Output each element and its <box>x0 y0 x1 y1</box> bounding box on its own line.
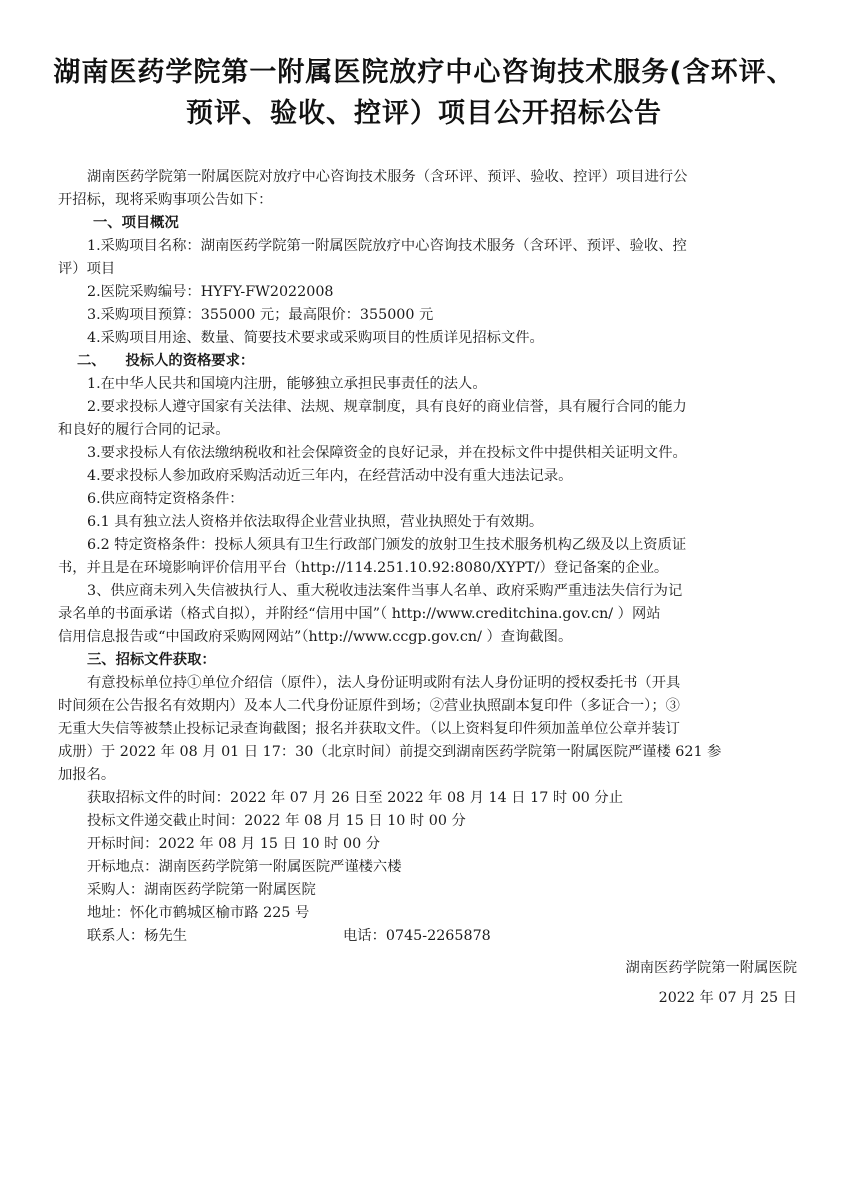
contact-phone: 电话：0745-2265878 <box>343 928 491 944</box>
section-1-heading: 一、项目概况 <box>93 215 179 231</box>
requirement-6-2-line-2: 书，并且是在环境影响评价信用平台（http://114.251.10.92:8080/XYPT/）登记备案的企业。 <box>58 560 669 576</box>
project-name-line-2: 评）项目 <box>58 261 116 277</box>
address: 地址：怀化市鹤城区榆市路 225 号 <box>87 905 310 921</box>
project-name-line-1: 1.采购项目名称：湖南医药学院第一附属医院放疗中心咨询技术服务（含环评、预评、验收、控 <box>87 238 687 254</box>
contact-person: 联系人：杨先生 <box>87 928 188 944</box>
requirement-3: 3.要求投标人有依法缴纳税收和社会保障资金的良好记录，并在投标文件中提供相关证明文件。 <box>87 445 687 461</box>
credit-requirement-line-2: 录名单的书面承诺（格式自拟），并附经“信用中国”（ http://www.creditchina.gov.cn/ ）网站 <box>58 606 661 622</box>
title-line-2: 预评、验收、控评）项目公开招标公告 <box>186 98 662 129</box>
credit-requirement-line-1: 3、供应商未列入失信被执行人、重大税收违法案件当事人名单、政府采购严重违法失信行为记 <box>87 583 683 599</box>
requirement-1: 1.在中华人民共和国境内注册，能够独立承担民事责任的法人。 <box>87 376 487 392</box>
intro-line-1: 湖南医药学院第一附属医院对放疗中心咨询技术服务（含环评、预评、验收、控评）项目进行公 <box>87 169 688 185</box>
footer-organization: 湖南医药学院第一附属医院 <box>625 960 797 976</box>
document-title <box>40 52 808 134</box>
document-acquisition-time: 获取招标文件的时间：2022 年 07 月 26 日至 2022 年 08 月 14 日 17 时 00 分止 <box>87 790 624 806</box>
requirement-2-line-1: 2.要求投标人遵守国家有关法律、法规、规章制度，具有良好的商业信誉，具有履行合同的能力 <box>87 399 687 415</box>
section-2-heading: 二、 投标人的资格要求： <box>77 353 255 369</box>
project-purpose: 4.采购项目用途、数量、简要技术要求或采购项目的性质详见招标文件。 <box>87 330 544 346</box>
intro-line-2: 开招标，现将采购事项公告如下： <box>58 192 273 208</box>
credit-requirement-line-3: 信用信息报告或“中国政府采购网网站”（http://www.ccgp.gov.cn/ ）查询截图。 <box>58 629 573 645</box>
requirement-2-line-2: 和良好的履行合同的记录。 <box>58 422 230 438</box>
registration-line-1: 有意投标单位持①单位介绍信（原件），法人身份证明或附有法人身份证明的授权委托书（开具 <box>87 675 681 691</box>
registration-line-3: 无重大失信等被禁止投标记录查询截图；报名并获取文件。（以上资料复印件须加盖单位公章并装订 <box>58 721 680 737</box>
registration-line-4: 成册）于 2022 年 08 月 01 日 17：30（北京时间）前提交到湖南医药学院第一附属医院严谨楼 621 参 <box>58 744 722 760</box>
footer-date: 2022 年 07 月 25 日 <box>658 990 797 1006</box>
bid-opening-time: 开标时间：2022 年 08 月 15 日 10 时 00 分 <box>87 836 381 852</box>
project-budget: 3.采购项目预算：355000 元；最高限价：355000 元 <box>87 307 434 323</box>
bid-opening-location: 开标地点：湖南医药学院第一附属医院严谨楼六楼 <box>87 859 402 875</box>
project-code: 2.医院采购编号：HYFY-FW2022008 <box>87 284 334 300</box>
submission-deadline: 投标文件递交截止时间：2022 年 08 月 15 日 10 时 00 分 <box>87 813 466 829</box>
title-line-1: 湖南医药学院第一附属医院放疗中心咨询技术服务(含环评、 <box>53 57 795 88</box>
requirement-4: 4.要求投标人参加政府采购活动近三年内，在经营活动中没有重大违法记录。 <box>87 468 573 484</box>
requirement-6-2-line-1: 6.2 特定资格条件：投标人须具有卫生行政部门颁发的放射卫生技术服务机构乙级及以上资质证 <box>87 537 687 553</box>
registration-line-2: 时间须在公告报名有效期内）及本人二代身份证原件到场；②营业执照副本复印件（多证合一）；③ <box>58 698 680 714</box>
requirement-6: 6.供应商特定资格条件： <box>87 491 244 507</box>
requirement-6-1: 6.1 具有独立法人资格并依法取得企业营业执照，营业执照处于有效期。 <box>87 514 544 530</box>
purchaser: 采购人：湖南医药学院第一附属医院 <box>87 882 316 898</box>
section-3-heading: 三、招标文件获取： <box>87 652 216 668</box>
registration-line-5: 加报名。 <box>58 767 116 783</box>
